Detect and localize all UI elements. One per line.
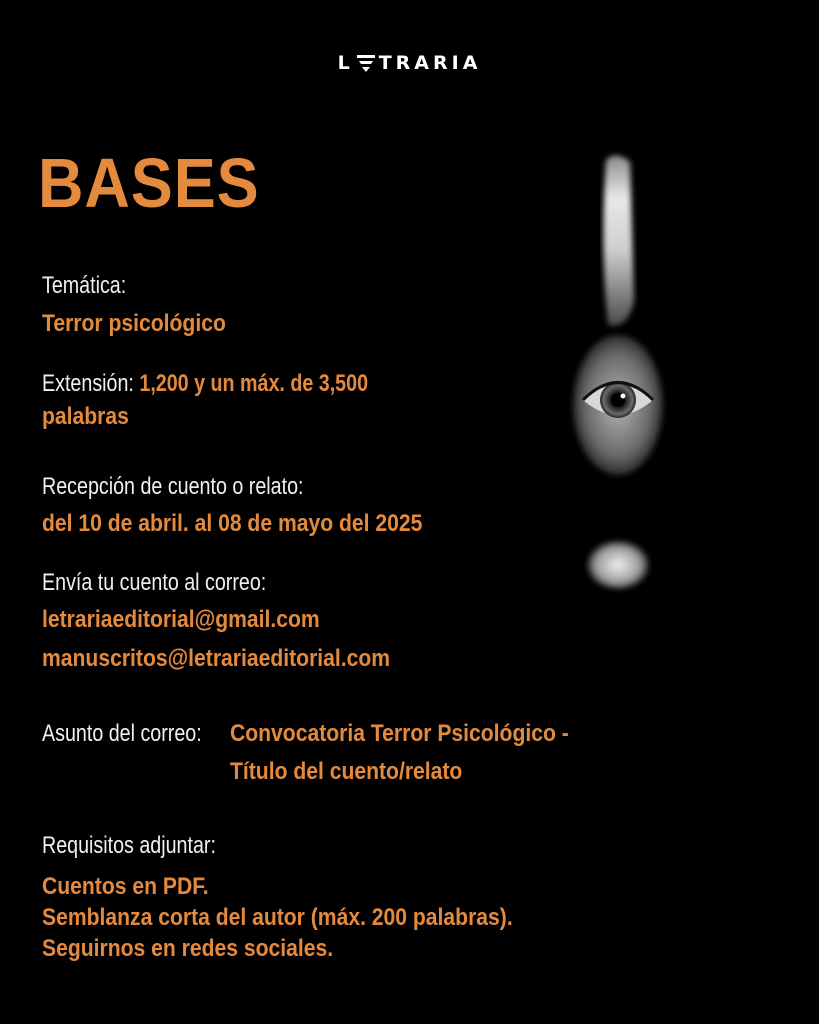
eye-peeking-icon	[568, 150, 678, 600]
extension-value-line2: palabras	[42, 403, 129, 430]
logo-wordmark	[338, 52, 482, 74]
logo-text-left: L	[337, 52, 354, 74]
requisitos-label: Requisitos adjuntar:	[42, 832, 216, 859]
requisito-item-1: Cuentos en PDF.	[42, 873, 209, 900]
logo-text-right: TRARIA	[378, 52, 482, 74]
brand-logo	[0, 52, 819, 74]
email-link-2[interactable]: manuscritos@letrariaeditorial.com	[42, 645, 391, 672]
requisito-item-3: Seguirnos en redes sociales.	[42, 935, 334, 962]
asunto-value-line1: Convocatoria Terror Psicológico -	[230, 720, 569, 747]
logo-mark-icon	[356, 53, 376, 73]
extension-value-line1: 1,200 y un máx. de 3,500	[139, 370, 369, 397]
tematica-value: Terror psicológico	[42, 310, 226, 337]
recepcion-label: Recepción de cuento o relato:	[42, 473, 304, 500]
tematica-label: Temática:	[42, 272, 127, 299]
extension-label-text: Extensión:	[42, 370, 134, 397]
page-title: BASES	[38, 144, 260, 222]
asunto-label: Asunto del correo:	[42, 720, 202, 747]
email-link-1[interactable]: letrariaeditorial@gmail.com	[42, 606, 320, 633]
requisito-item-2: Semblanza corta del autor (máx. 200 palabras).	[42, 904, 513, 931]
eye-peeking-image	[568, 150, 678, 600]
extension-label	[42, 370, 368, 399]
asunto-value-line2: Título del cuento/relato	[230, 758, 463, 785]
correo-label: Envía tu cuento al correo:	[42, 569, 267, 596]
recepcion-value: del 10 de abril. al 08 de mayo del 2025	[42, 510, 423, 537]
